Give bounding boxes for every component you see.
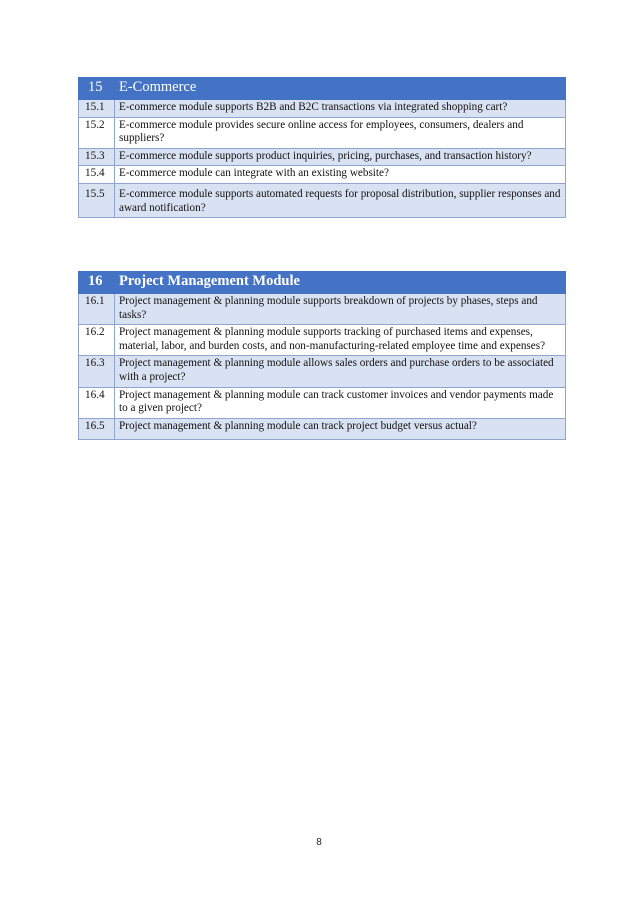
table-row [79,387,566,418]
page-number: 8 [316,837,322,848]
row-number: 16.5 [79,418,115,440]
row-number: 16.2 [79,325,115,356]
section-number: 16 [79,272,115,294]
row-number: 15.2 [79,117,115,148]
table-row [79,356,566,387]
table-row [79,418,566,440]
row-text: E-commerce module supports product inquiries, pricing, purchases, and transaction history? [115,148,566,166]
section-title: E-Commerce [115,78,566,100]
row-text: E-commerce module provides secure online access for employees, consumers, dealers and suppliers? [115,117,566,148]
table-row [79,148,566,166]
row-text: Project management & planning module allows sales orders and purchase orders to be associated with a project? [115,356,566,387]
row-number: 16.1 [79,294,115,325]
table-row [79,117,566,148]
section-number: 15 [79,78,115,100]
row-number: 15.4 [79,166,115,184]
row-text: Project management & planning module supports breakdown of projects by phases, steps and tasks? [115,294,566,325]
row-number: 15.5 [79,183,115,217]
project-management-section-table [78,271,566,440]
row-text: E-commerce module supports B2B and B2C transactions via integrated shopping cart? [115,100,566,118]
table-row [79,325,566,356]
table-row [79,166,566,184]
table-row [79,100,566,118]
row-number: 16.4 [79,387,115,418]
ecommerce-section-table [78,77,566,218]
row-text: Project management & planning module can track customer invoices and vendor payments made to a given project? [115,387,566,418]
row-number: 15.3 [79,148,115,166]
row-number: 16.3 [79,356,115,387]
table-row [79,294,566,325]
section-header [79,272,566,294]
section-header [79,78,566,100]
row-text: Project management & planning module can track project budget versus actual? [115,418,566,440]
row-text: E-commerce module can integrate with an existing website? [115,166,566,184]
section-title: Project Management Module [115,272,566,294]
row-text: E-commerce module supports automated requests for proposal distribution, supplier responses and award notification? [115,183,566,217]
table-row [79,183,566,217]
row-number: 15.1 [79,100,115,118]
row-text: Project management & planning module supports tracking of purchased items and expenses, material, labor, and burden costs, and non-manufacturing-related employee time and expenses? [115,325,566,356]
